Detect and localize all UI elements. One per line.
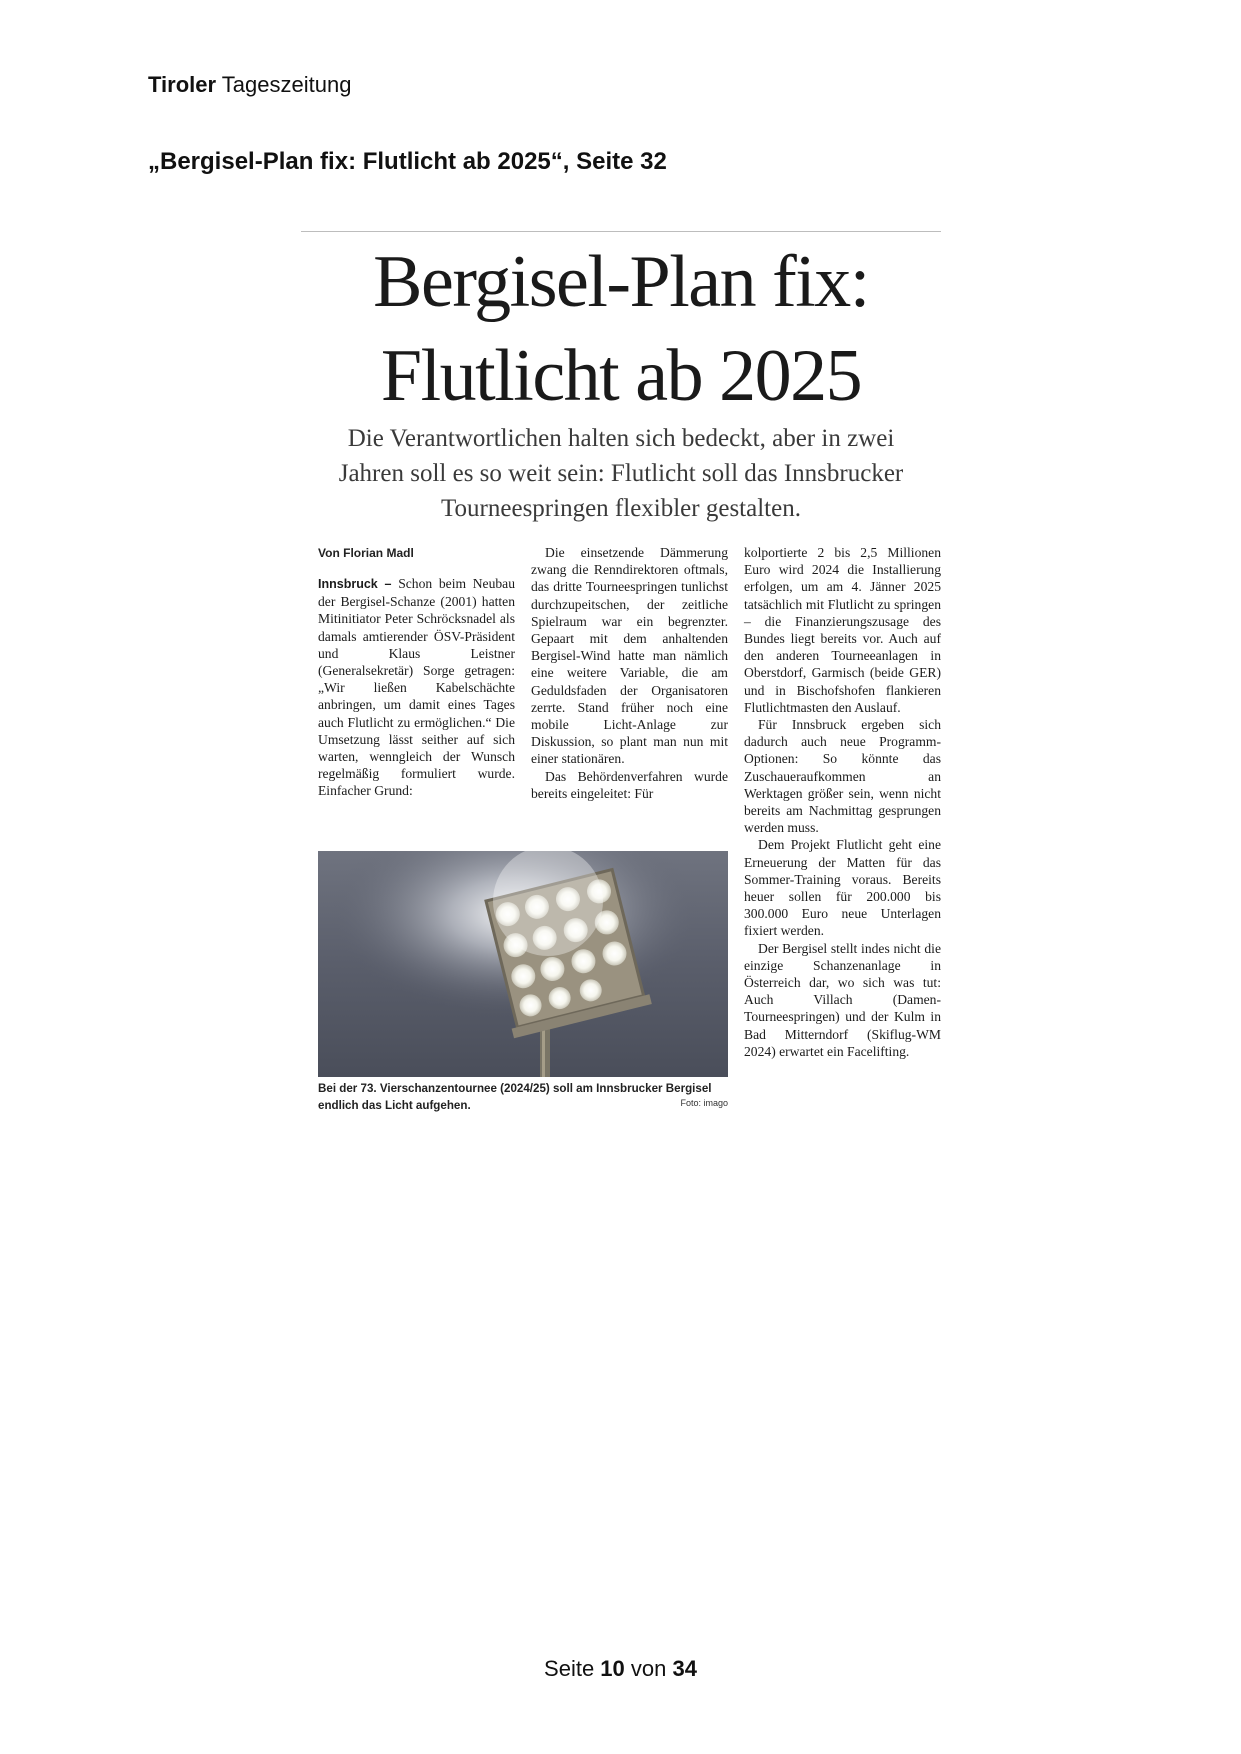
column-1-paragraph bbox=[318, 575, 515, 800]
photo-caption: Bei der 73. Vierschanzentournee (2024/25) soll am Innsbrucker Bergisel endlich das Licht aufgehen. bbox=[318, 1082, 712, 1112]
article-byline: Von Florian Madl bbox=[318, 546, 414, 560]
footer-middle: von bbox=[624, 1656, 673, 1681]
article-column-3 bbox=[744, 544, 941, 1060]
total-page-count: 34 bbox=[672, 1656, 697, 1681]
article-column-1 bbox=[318, 575, 515, 800]
footer-prefix: Seite bbox=[544, 1656, 601, 1681]
column-2-paragraph-2: Das Behördenverfahren wurde bereits eingeleitet: Für bbox=[531, 768, 728, 801]
article-column-2 bbox=[531, 544, 728, 802]
column-3-paragraph-4: Der Bergisel stellt indes nicht die einzige Schanzenanlage in Österreich dar, wo sich was tut: Auch Villach (Damen-Tourneespringen) und der Kulm in Bad Mitterndorf (Skiflug-WM 2024) erwartet ein Facelifting. bbox=[744, 940, 941, 1059]
publication-name-bold: Tiroler bbox=[148, 72, 217, 97]
column-1-text: Schon beim Neubau der Bergisel-Schanze (2001) hatten Mitinitiator Peter Schröcksnadel als damals amtierender ÖSV-Präsident und Klaus Leistner (Generalsekretär) Sorge getragen: „Wir ließen Kabelschächte anbringen, um damit eines Tages auch Flutlicht zu ermöglichen.“ Die Umsetzung lässt seither auf sich warten, wenngleich der Wunsch regelmäßig formuliert wurde. Einfacher Grund: bbox=[318, 576, 515, 799]
dateline-dash: – bbox=[377, 577, 399, 591]
article-photo bbox=[318, 851, 728, 1077]
newspaper-clipping bbox=[301, 231, 941, 1113]
column-2-paragraph-1: Die einsetzende Dämmerung zwang die Renndirektoren oftmals, das dritte Tourneespringen tunlichst durchzupeitschen, der zeitliche Spielraum war ein begrenzter. Gepaart mit dem anhaltenden Bergisel-Wind hatte man nämlich eine weitere Variable, die am Geduldsfaden der Organisatoren zerrte. Stand früher noch eine mobile Licht-Anlage zur Diskussion, so plant man nun mit einer stationären. bbox=[531, 545, 728, 767]
column-3-paragraph-1: kolportierte 2 bis 2,5 Millionen Euro wird 2024 die Installierung erfolgen, um am 4. Jänner 2025 tatsächlich mit Flutlicht zu springen – die Finanzierungszusage des Bundes liegt bereits vor. Auch auf den anderen Tourneeanlagen in Oberstdorf, Garmisch (beide GER) und in Bischofshofen flankieren Flutlichtmasten den Auslauf. bbox=[744, 545, 941, 715]
article-lead: Die Verantwortlichen halten sich bedeckt, aber in zwei Jahren soll es so weit sein: Flutlicht soll das Innsbrucker Tourneespringen flexibler gestalten. bbox=[338, 425, 904, 522]
document-title: „Bergisel-Plan fix: Flutlicht ab 2025“, Seite 32 bbox=[148, 148, 667, 175]
publication-name-regular: Tageszeitung bbox=[221, 72, 352, 97]
photo-credit: Foto: imago bbox=[680, 1098, 728, 1108]
page-footer bbox=[0, 1656, 1241, 1682]
clipping-top-rule bbox=[301, 231, 941, 232]
column-3-paragraph-3: Dem Projekt Flutlicht geht eine Erneuerung der Matten für das Sommer-Training voraus. Bereits heuer sollen für 200.000 bis 300.000 Euro neue Unterlagen fixiert werden. bbox=[744, 837, 941, 939]
article-headline bbox=[301, 235, 941, 423]
headline-line-1: Bergisel-Plan fix: bbox=[373, 241, 869, 323]
publication-name bbox=[148, 72, 351, 98]
headline-line-2: Flutlicht ab 2025 bbox=[380, 335, 862, 417]
floodlight-image bbox=[318, 851, 728, 1077]
article-dateline: Innsbruck bbox=[318, 577, 378, 591]
current-page-number: 10 bbox=[600, 1656, 625, 1681]
column-3-paragraph-2: Für Innsbruck ergeben sich dadurch auch neue Programm-Optionen: So könnte das Zuschaueraufkommen an Werktagen größer sein, wenn nicht bereits am Nachmittag gesprungen werden muss. bbox=[744, 717, 941, 836]
